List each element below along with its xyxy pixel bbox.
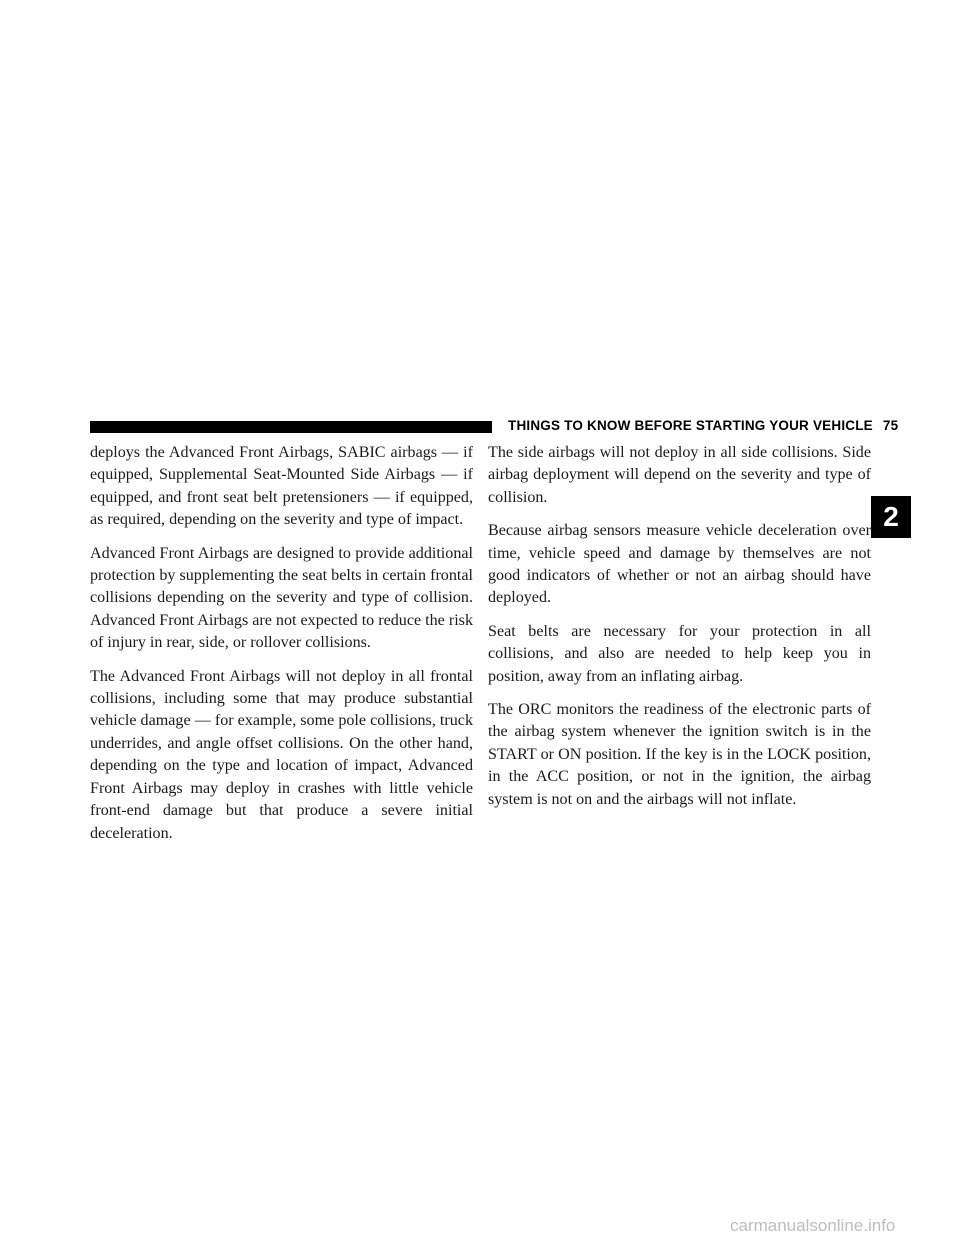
- section-title: THINGS TO KNOW BEFORE STARTING YOUR VEHICLE: [508, 418, 873, 433]
- left-column: [90, 442, 473, 856]
- paragraph: Advanced Front Airbags are designed to provide additional protection by supplementing the seat belts in certain frontal collisions depending on the severity and type of collision. Advanced Front Airbags are not expected to reduce the risk of injury in rear, side, or rollover collisions.: [90, 544, 473, 652]
- paragraph: The side airbags will not deploy in all side collisions. Side airbag deployment will depend on the severity and type of collision.: [488, 444, 871, 506]
- header-rule: [90, 421, 492, 433]
- chapter-tab: 2: [871, 496, 911, 538]
- paragraph: The ORC monitors the readiness of the electronic parts of the airbag system whenever the ignition switch is in the START or ON position. If the key is in the LOCK position, in the ACC position, or not in the ignition, the airbag system is not on and the airbags will not inflate.: [488, 701, 871, 808]
- watermark: carmanualsonline.info: [730, 1216, 896, 1235]
- paragraph: Seat belts are necessary for your protection in all collisions, and also are needed to help keep you in position, away from an inflating airbag.: [488, 622, 871, 685]
- page-number: 75: [882, 418, 899, 433]
- paragraph: Because airbag sensors measure vehicle deceleration over time, vehicle speed and damage by themselves are not good indicators of whether or not an airbag should have deployed.: [488, 522, 871, 607]
- running-header: [508, 418, 898, 433]
- paragraph: deploys the Advanced Front Airbags, SABIC airbags — if equipped, Supplemental Seat-Mounted Side Airbags — if equipped, and front seat belt pretensioners — if equipped, as required, depending on the severity and type of impact.: [90, 444, 473, 529]
- paragraph: The Advanced Front Airbags will not deploy in all frontal collisions, including some that may produce substantial vehicle damage — for example, some pole collisions, truck underrides, and angle offset collisions. On the other hand, depending on the type and location of impact, Advanced Front Airbags may deploy in crashes with little vehicle front-end damage but that produce a severe initial deceleration.: [90, 667, 473, 842]
- right-column: [488, 442, 871, 822]
